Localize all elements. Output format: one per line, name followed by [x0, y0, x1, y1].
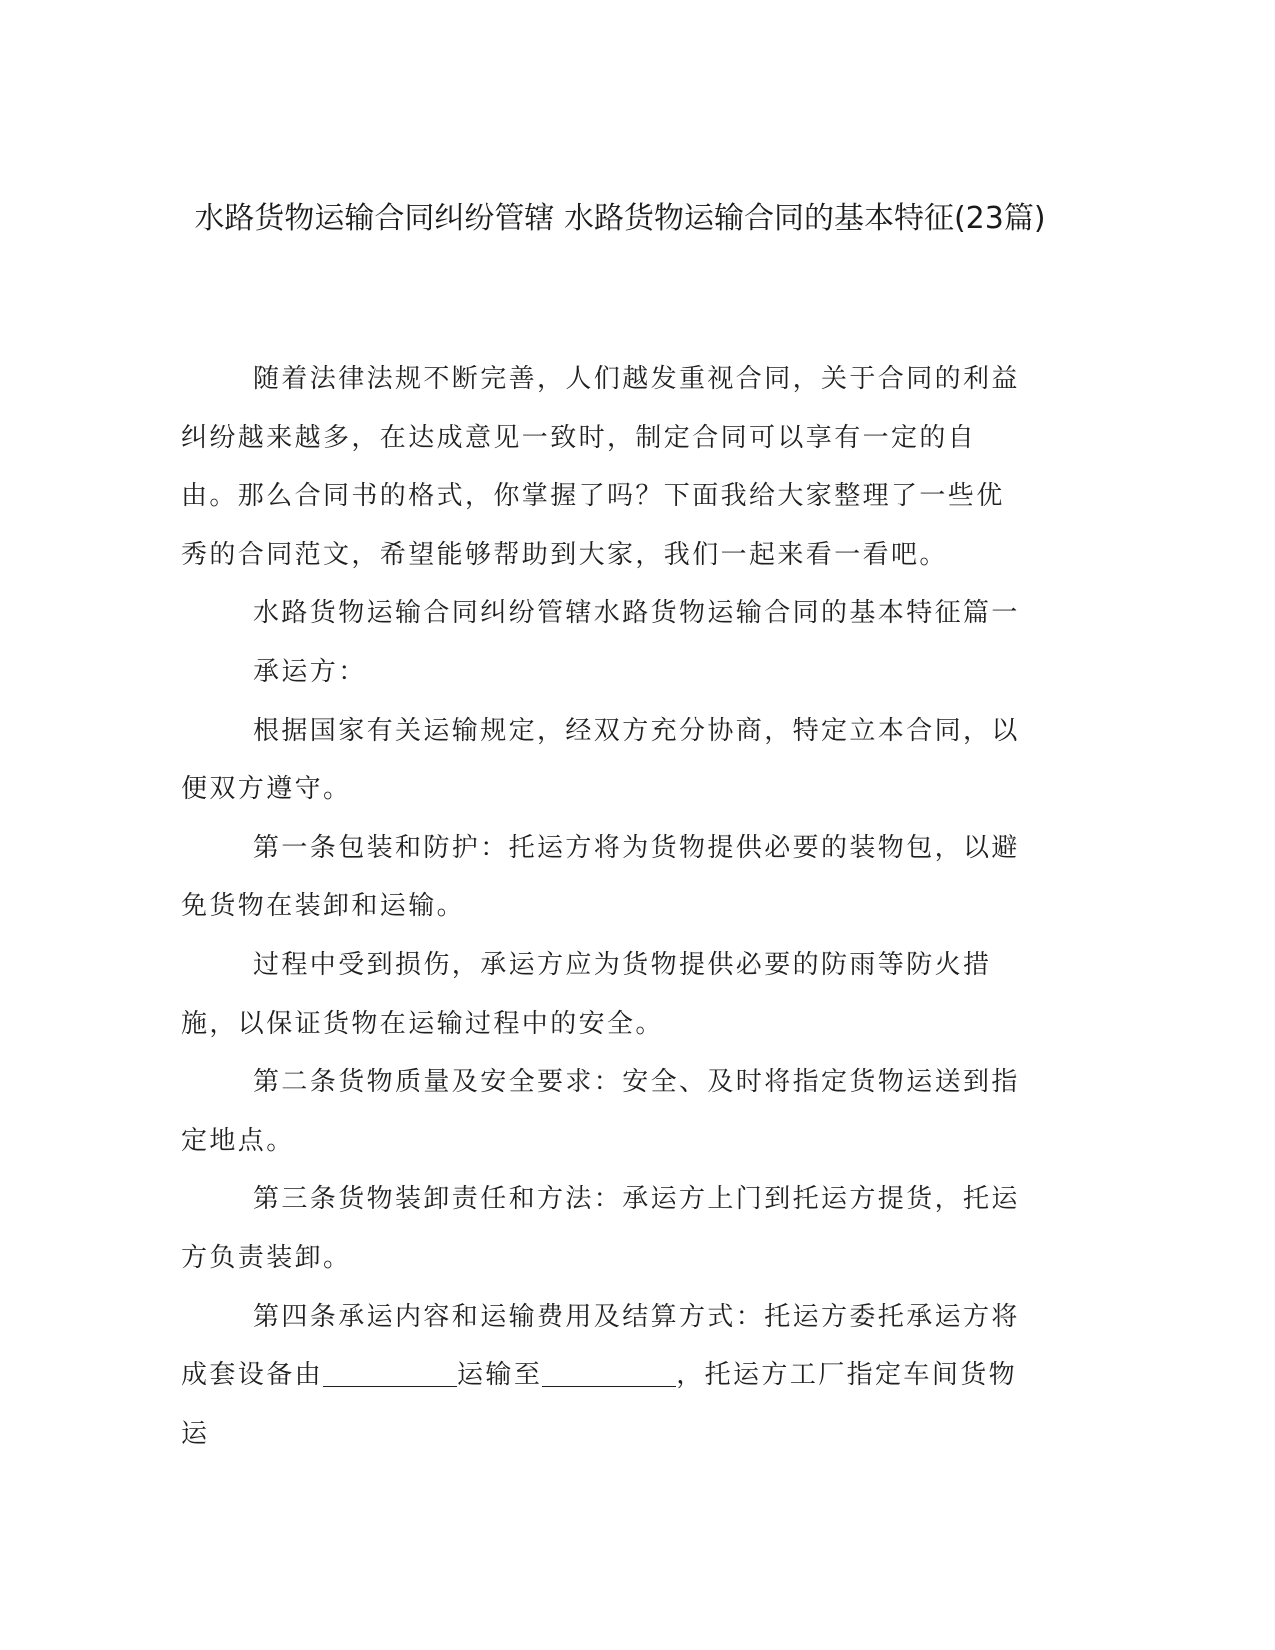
document-title: 水路货物运输合同纠纷管辖 水路货物运输合同的基本特征(23篇) [194, 201, 1046, 236]
paragraph-article-4 [181, 1288, 1029, 1464]
paragraph-intro: 随着法律法规不断完善，人们越发重视合同，关于合同的利益纠纷越来越多，在达成意见一致时，制定合同可以享有一定的自由。那么合同书的格式，你掌握了吗？下面我给大家整理了一些优秀的合同范文，希望能够帮助到大家，我们一起来看一看吧。 [181, 364, 1020, 570]
document-body [181, 350, 1029, 1463]
paragraph-article-3: 第三条货物装卸责任和方法：承运方上门到托运方提货，托运方负责装卸。 [181, 1184, 1020, 1273]
paragraph-article-1-cont: 过程中受到损伤，承运方应为货物提供必要的防雨等防火措施，以保证货物在运输过程中的安全。 [181, 949, 992, 1039]
paragraph-preamble: 根据国家有关运输规定，经双方充分协商，特定立本合同，以便双方遵守。 [181, 715, 1020, 805]
paragraph-section-heading: 水路货物运输合同纠纷管辖水路货物运输合同的基本特征篇一 [253, 598, 1020, 629]
paragraph-carrier-label: 承运方： [253, 656, 367, 687]
article-4-text-3: ，托运方工厂指定车间货物运 [181, 1360, 1018, 1449]
paragraph-article-2: 第二条货物质量及安全要求：安全、及时将指定货物运送到指定地点。 [181, 1067, 1020, 1156]
origin-blank-line [323, 1360, 457, 1387]
paragraph-article-1: 第一条包装和防护：托运方将为货物提供必要的装物包，以避免货物在装卸和运输。 [181, 832, 1020, 922]
article-4-text-1: 第四条承运内容和运输费用及结算方式：托运方委托承运方将成套设备由 [181, 1301, 1020, 1391]
destination-blank-line [542, 1360, 676, 1387]
article-4-text-2: 运输至 [457, 1360, 543, 1391]
